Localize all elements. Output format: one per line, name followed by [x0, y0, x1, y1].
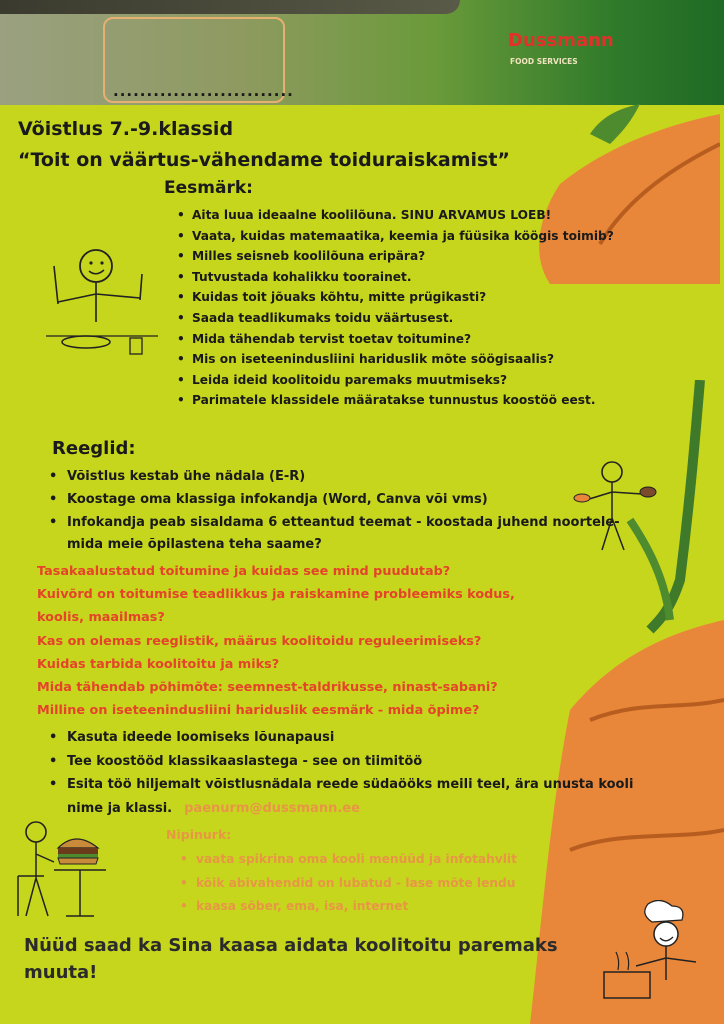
brand-subtitle: FOOD SERVICES	[510, 57, 578, 66]
list-item: • Tutvustada kohalikku toorainet.	[176, 267, 646, 288]
list-item	[48, 773, 648, 820]
goals-heading: Eesmärk:	[164, 178, 253, 198]
topics-list	[37, 560, 637, 722]
list-item: • Kuidas toit jõuaks kõhtu, mitte prügikasti?	[176, 287, 646, 308]
topic-item: Mida tähendab põhimõte: seemnest-taldrikusse, ninast-sabani?	[37, 680, 498, 696]
list-item: • Vaata, kuidas matemaatika, keemia ja füüsika köögis toimib?	[176, 226, 646, 247]
tasks-list	[48, 726, 648, 820]
stick-figure-food-icon	[568, 458, 658, 554]
topic-item: Milline on iseteenindusliini hariduslik eesmärk - mida õpime?	[37, 703, 480, 719]
list-item: • Parimatele klassidele määratakse tunnustus koostöö eest.	[176, 390, 646, 411]
list-item: • Saada teadlikumaks toidu väärtusest.	[176, 308, 646, 329]
list-item: • kaasa sõber, ema, isa, internet	[180, 895, 540, 919]
header-swoosh	[0, 0, 460, 14]
tips-list	[180, 848, 540, 919]
topic-item: Kuivõrd on toitumise teadlikkus ja raiskamine probleemiks kodus,	[37, 587, 515, 603]
list-item: • Milles seisneb koolilõuna eripära?	[176, 246, 646, 267]
topic-item: Tasakaalustatud toitumine ja kuidas see mind puudutab?	[37, 564, 451, 579]
topic-item: Kuidas tarbida koolitoitu ja miks?	[37, 656, 280, 672]
list-item: • Leida ideid koolitoidu paremaks muutmiseks?	[176, 370, 646, 391]
list-item: • Mida tähendab tervist toetav toitumine?	[176, 329, 646, 350]
list-item: • vaata spikrina oma kooli menüüd ja infotahvlit	[180, 848, 540, 872]
page-title: Võistlus 7.-9.klassid	[18, 118, 234, 140]
carrot-top-leaf	[590, 104, 640, 144]
rules-list	[48, 466, 648, 557]
brand-logo: Dussmann	[508, 30, 614, 51]
rules-heading: Reeglid:	[52, 438, 136, 459]
goals-list	[176, 205, 646, 411]
submission-text: Esita töö hiljemalt võistlusnädala reede südaööks meili teel, ära unusta kooli nime ja klassi.	[67, 777, 634, 816]
topic-item: Kas on olemas reeglistik, määrus koolitoidu reguleerimiseks?	[37, 633, 482, 649]
tips-heading: Nipinurk:	[166, 827, 232, 842]
stick-figure-burger-icon	[14, 816, 124, 922]
page-subtitle: “Toit on väärtus-vähendame toiduraiskamist”	[18, 149, 510, 171]
stick-figure-chef-icon	[596, 900, 706, 1008]
contact-email-link[interactable]: paenurm@dussmann.ee	[184, 800, 360, 816]
list-item: • Aita luua ideaalne koolilõuna. SINU ARVAMUS LOEB!	[176, 205, 646, 226]
stick-figure-eating-icon	[46, 244, 158, 364]
logo-placeholder-dots: ...........................	[113, 82, 294, 100]
list-item: • Infokandja peab sisaldama 6 etteantud teemat - koostada juhend noortele- mida meie õpilastena teha saame?	[48, 512, 648, 558]
list-item: • Koostage oma klassiga infokandja (Word, Canva või vms)	[48, 489, 648, 512]
list-item: • Mis on iseteenindusliini hariduslik mõte söögisaalis?	[176, 349, 646, 370]
list-item: • Tee koostööd klassikaaslastega - see on tiimitöö	[48, 750, 648, 774]
topic-item: koolis, maailmas?	[37, 610, 165, 626]
list-item: • Võistlus kestab ühe nädala (E-R)	[48, 466, 648, 489]
list-item: • Kasuta ideede loomiseks lõunapausi	[48, 726, 648, 750]
closing-message: Nüüd saad ka Sina kaasa aidata koolitoitu paremaks muuta!	[24, 935, 558, 983]
list-item: • kõik abivahendid on lubatud - lase mõte lendu	[180, 872, 540, 896]
